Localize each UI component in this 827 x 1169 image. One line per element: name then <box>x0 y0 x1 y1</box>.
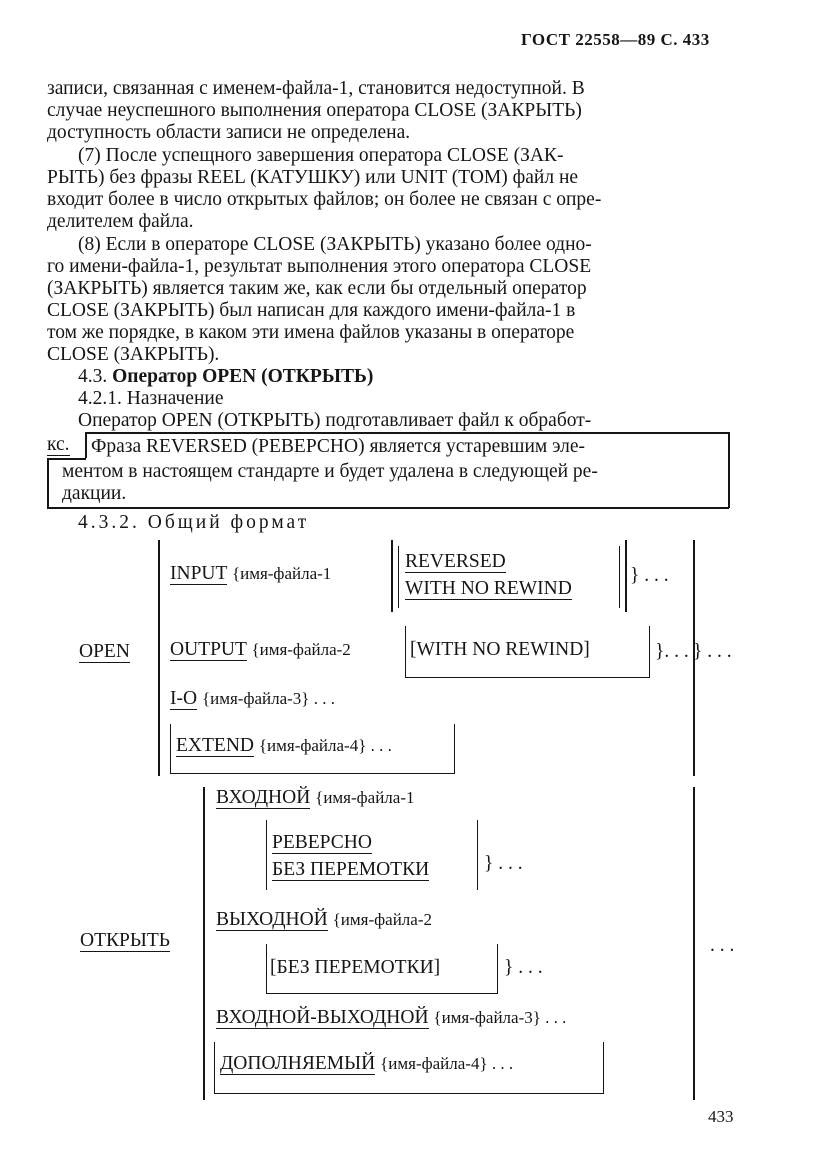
page-header: ГОСТ 22558—89 С. 433 <box>521 30 710 49</box>
paragraph-line: входит более в число открытых файлов; он более не связан с опре- <box>47 189 602 210</box>
note-line: Фраза REVERSED (РЕВЕРСНО) является устаревшим эле- <box>91 436 585 457</box>
note-tag: кс. <box>47 434 70 455</box>
output-ellipsis-ru: } . . . <box>504 957 543 978</box>
optional-no-rewind-ru: [БЕЗ ПЕРЕМОТКИ] <box>270 957 441 978</box>
paragraph-line: том же порядке, в каком эти имена файлов указаны в операторе <box>47 322 575 343</box>
paragraph-line: (8) Если в операторе CLOSE (ЗАКРЫТЬ) указано более одно- <box>78 234 592 255</box>
input-ellipsis-ru: } . . . <box>484 853 523 874</box>
section-title: Оператор OPEN (ОТКРЫТЬ) <box>112 366 374 387</box>
subsection-general-format: 4.3.2. Общий формат <box>78 512 310 533</box>
open-verb: OPEN <box>79 641 130 662</box>
reversed-option: REVERSED <box>405 551 506 572</box>
paragraph-line: CLOSE (ЗАКРЫТЬ). <box>47 344 220 365</box>
paragraph-line: CLOSE (ЗАКРЫТЬ) был написан для каждого имени-файла-1 в <box>47 300 576 321</box>
paragraph-line: случае неуспешного выполнения оператора CLOSE (ЗАКРЫТЬ) <box>47 100 582 121</box>
section-number: 4.3. <box>78 366 108 387</box>
io-clause-ru: ВХОДНОЙ-ВЫХОДНОЙ {имя-файла-3} . . . <box>216 1007 567 1028</box>
paragraph-line: (7) После успещного завершения оператора CLOSE (ЗАК- <box>78 145 564 166</box>
output-clause: OUTPUT {имя-файла-2 <box>170 639 351 660</box>
output-clause-ru: ВЫХОДНОЙ {имя-файла-2 <box>216 909 432 930</box>
note-line: дакции. <box>62 483 127 504</box>
purpose-line: Оператор OPEN (ОТКРЫТЬ) подготавливает файл к обработ- <box>78 410 592 431</box>
paragraph-line: доступность области записи не определена. <box>47 122 411 143</box>
paragraph-line: го имени-файла-1, результат выполнения этого оператора CLOSE <box>47 256 592 277</box>
section-heading <box>78 366 373 388</box>
otkryt-verb: ОТКРЫТЬ <box>80 930 170 951</box>
extend-clause: EXTEND {имя-файла-4} . . . <box>176 735 392 756</box>
input-ellipsis: } . . . <box>630 565 669 586</box>
optional-with-no-rewind: [WITH NO REWIND] <box>410 639 590 660</box>
output-ellipsis: }. . . <box>655 641 689 662</box>
paragraph-line: (ЗАКРЫТЬ) является таким же, как если бы отдельный оператор <box>47 278 587 299</box>
paragraph-line: РЫТЬ) без фразы REEL (КАТУШКУ) или UNIT (ТОМ) файл не <box>47 167 579 188</box>
input-clause-ru: ВХОДНОЙ {имя-файла-1 <box>216 787 415 808</box>
outer-ellipsis: } . . . <box>693 641 732 662</box>
no-rewind-option-ru: БЕЗ ПЕРЕМОТКИ <box>272 859 430 880</box>
subsection-purpose: 4.2.1. Назначение <box>78 388 224 409</box>
paragraph-line: записи, связанная с именем-файла-1, становится недоступной. В <box>47 78 585 99</box>
note-line: ментом в настоящем стандарте и будет удалена в следующей ре- <box>62 461 598 482</box>
outer-ellipsis-ru: . . . <box>710 935 735 956</box>
page-number: 433 <box>708 1107 734 1126</box>
reversed-option-ru: РЕВЕРСНО <box>272 832 372 853</box>
input-clause: INPUT {имя-файла-1 <box>170 563 332 584</box>
extend-clause-ru: ДОПОЛНЯЕМЫЙ {имя-файла-4} . . . <box>220 1053 514 1074</box>
paragraph-line: делителем файла. <box>47 211 194 232</box>
with-no-rewind-option: WITH NO REWIND <box>405 578 572 599</box>
io-clause: I-O {имя-файла-3} . . . <box>170 688 335 709</box>
